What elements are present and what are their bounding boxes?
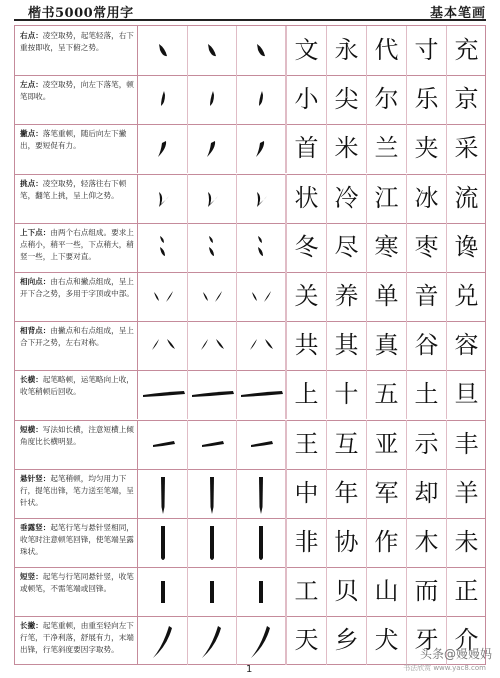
stroke-description: [15, 124, 138, 173]
example-character: 上: [286, 370, 326, 419]
stroke-name: 相背点: [20, 326, 43, 336]
example-character: 文: [286, 26, 326, 75]
stroke-name-colon: ：: [35, 178, 43, 188]
stroke-sample-cell: [237, 124, 286, 173]
stroke-sample-cell: [237, 26, 286, 75]
stroke-row: [15, 469, 485, 518]
stroke-desc-text: 起笔略顿，运笔略向上收，收笔稍顿后回收。: [20, 375, 134, 397]
example-characters: [286, 420, 485, 469]
stroke-row: [15, 321, 485, 370]
practice-grid: [14, 25, 486, 665]
example-character: 兰: [366, 124, 406, 173]
example-character: 兑: [446, 272, 486, 321]
stroke-desc-text: 写法如长横，注意短横上倾角度比长横明显。: [20, 424, 134, 446]
example-character: 冬: [286, 223, 326, 272]
stroke-name: 撇点: [20, 129, 36, 139]
example-character: 小: [286, 75, 326, 124]
example-character: 代: [366, 26, 406, 75]
example-characters: [286, 370, 485, 419]
stroke-name-colon: ：: [42, 227, 51, 237]
example-characters: [286, 518, 485, 567]
example-character: 尔: [366, 75, 406, 124]
example-characters: [286, 321, 485, 370]
stroke-examples: [139, 616, 286, 665]
stroke-name-colon: ：: [42, 523, 51, 532]
stroke-name: 悬针竖: [20, 473, 43, 483]
stroke-description: [15, 321, 138, 370]
stroke-name: 右点: [20, 31, 36, 40]
stroke-name-colon: ：: [35, 424, 43, 434]
stroke-desc-text: 起笔行笔与悬针竖相同，收笔时注意顿笔回锋，使笔端呈露珠状。: [20, 523, 134, 556]
stroke-short-shu-icon: [188, 567, 237, 616]
example-character: 状: [286, 174, 326, 223]
stroke-needle-shu-icon: [188, 469, 237, 518]
stroke-sample-cell: [237, 223, 286, 272]
stroke-sample-cell: [188, 370, 237, 419]
stroke-desc-text: 由两个右点组成。要求上点稍小，稍平一些，下点稍大，稍竖一些，上下要对直。: [20, 227, 134, 261]
example-character: 寸: [406, 26, 446, 75]
example-character: 冷: [326, 174, 366, 223]
stroke-examples: [139, 518, 286, 567]
stroke-tiao-dot-icon: [237, 174, 286, 223]
stroke-name-colon: ：: [35, 375, 43, 385]
stroke-description: [15, 518, 138, 567]
stroke-sample-cell: [139, 272, 188, 321]
stroke-sample-cell: [188, 567, 237, 616]
stroke-name: 上下点: [20, 227, 43, 237]
stroke-long-pie-icon: [237, 616, 286, 665]
example-characters: [286, 272, 485, 321]
stroke-examples: [139, 124, 286, 173]
example-character: 单: [366, 272, 406, 321]
example-character: 充: [446, 26, 486, 75]
stroke-dot-right-icon: [188, 26, 237, 75]
stroke-sample-cell: [188, 124, 237, 173]
example-character: 正: [446, 567, 486, 616]
stroke-needle-shu-icon: [237, 469, 286, 518]
stroke-desc-text: 由右点和撇点组成，呈上开下合之势，多用于字顶或中部。: [20, 277, 134, 298]
example-character: 工: [286, 567, 326, 616]
stroke-pie-dot-icon: [188, 124, 237, 173]
example-characters: [286, 75, 485, 124]
stroke-updown-dot-icon: [188, 223, 237, 272]
stroke-dot-left-icon: [188, 75, 237, 124]
example-character: 互: [326, 420, 366, 469]
example-character: 冰: [406, 174, 446, 223]
example-character: 夹: [406, 124, 446, 173]
example-character: 谷: [406, 321, 446, 370]
stroke-row: [15, 75, 485, 124]
example-character: 京: [446, 75, 486, 124]
stroke-row: [15, 518, 485, 567]
example-characters: [286, 174, 485, 223]
stroke-examples: [139, 174, 286, 223]
stroke-dot-left-icon: [237, 75, 286, 124]
stroke-sample-cell: [139, 223, 188, 272]
example-character: 米: [326, 124, 366, 173]
watermark: 头条@嫚嫚妈: [419, 647, 492, 661]
stroke-examples: [139, 26, 286, 75]
stroke-examples: [139, 567, 286, 616]
stroke-sample-cell: [139, 174, 188, 223]
page-number: 1: [246, 664, 253, 675]
example-character: 犬: [366, 616, 406, 665]
example-character: 协: [326, 518, 366, 567]
stroke-sample-cell: [237, 321, 286, 370]
example-character: 中: [286, 469, 326, 518]
stroke-description: [15, 469, 138, 518]
example-character: 贝: [326, 567, 366, 616]
stroke-description: [15, 616, 138, 665]
stroke-examples: [139, 321, 286, 370]
stroke-desc-text: 起笔稍顿，均匀用力下行，提笔出锋，笔力送至笔端，呈针状。: [20, 473, 134, 507]
example-character: 天: [286, 616, 326, 665]
example-character: 土: [406, 370, 446, 419]
stroke-row: [15, 174, 485, 223]
example-character: 作: [366, 518, 406, 567]
stroke-sample-cell: [188, 469, 237, 518]
example-character: 牙: [406, 616, 446, 665]
stroke-updown-dot-icon: [237, 223, 286, 272]
example-character: 其: [326, 321, 366, 370]
stroke-long-heng-icon: [139, 370, 188, 419]
stroke-long-heng-icon: [237, 370, 286, 419]
stroke-long-pie-icon: [139, 616, 188, 665]
stroke-short-shu-icon: [237, 567, 286, 616]
stroke-sample-cell: [139, 567, 188, 616]
stroke-name-colon: ：: [35, 129, 43, 139]
example-character: 亚: [366, 420, 406, 469]
stroke-examples: [139, 223, 286, 272]
stroke-sample-cell: [139, 518, 188, 567]
example-character: 羊: [446, 469, 486, 518]
stroke-description: [15, 272, 138, 321]
stroke-sample-cell: [188, 223, 237, 272]
example-character: 十: [326, 370, 366, 419]
example-character: 首: [286, 124, 326, 173]
stroke-sample-cell: [139, 75, 188, 124]
stroke-description: [15, 75, 138, 124]
stroke-description: [15, 370, 138, 419]
stroke-long-heng-icon: [188, 370, 237, 419]
stroke-description: [15, 174, 138, 223]
stroke-row: [15, 124, 485, 173]
stroke-sample-cell: [237, 272, 286, 321]
stroke-name: 左点: [20, 80, 36, 90]
example-character: 木: [406, 518, 446, 567]
example-character: 年: [326, 469, 366, 518]
example-character: 容: [446, 321, 486, 370]
stroke-row: [15, 567, 485, 616]
stroke-sample-cell: [237, 420, 286, 469]
example-character: 寒: [366, 223, 406, 272]
stroke-desc-text: 凌空取势，轻落往右下顿笔，翻笔上挑，呈上仰之势。: [20, 178, 127, 200]
stroke-examples: [139, 370, 286, 419]
example-character: 谗: [446, 223, 486, 272]
example-character: 流: [446, 174, 486, 223]
example-character: 乐: [406, 75, 446, 124]
watermark-sub: 书法欣赏 www.yac8.com: [403, 664, 486, 672]
example-character: 未: [446, 518, 486, 567]
example-character: 旦: [446, 370, 486, 419]
stroke-desc-text: 凌空取势，起笔轻落，右下重按即收，呈下俯之势。: [20, 31, 134, 52]
stroke-sample-cell: [139, 26, 188, 75]
stroke-name-colon: ：: [35, 80, 43, 90]
stroke-tiao-dot-icon: [188, 174, 237, 223]
stroke-row: [15, 26, 485, 75]
stroke-sample-cell: [139, 321, 188, 370]
example-character: 采: [446, 124, 486, 173]
stroke-pie-dot-icon: [139, 124, 188, 173]
example-characters: [286, 26, 485, 75]
stroke-name: 短竖: [20, 572, 36, 582]
stroke-desc-text: 落笔重顿，随后向左下撇出，要短促有力。: [20, 129, 127, 151]
example-characters: [286, 124, 485, 173]
section-title: 基本笔画: [429, 6, 486, 21]
stroke-description: [15, 420, 138, 469]
stroke-dew-shu-icon: [139, 518, 188, 567]
stroke-name: 短横: [20, 424, 36, 434]
stroke-name: 垂露竖: [20, 523, 43, 532]
stroke-description: [15, 223, 138, 272]
stroke-sample-cell: [139, 469, 188, 518]
example-character: 介: [446, 616, 486, 665]
stroke-tiao-dot-icon: [139, 174, 188, 223]
stroke-sample-cell: [188, 420, 237, 469]
stroke-sample-cell: [188, 616, 237, 665]
example-character: 尖: [326, 75, 366, 124]
stroke-sample-cell: [237, 174, 286, 223]
stroke-description: [15, 567, 138, 616]
stroke-sample-cell: [139, 616, 188, 665]
example-character: 乡: [326, 616, 366, 665]
stroke-sample-cell: [188, 272, 237, 321]
stroke-sample-cell: [237, 616, 286, 665]
stroke-examples: [139, 420, 286, 469]
header-rule: [14, 19, 486, 21]
example-character: 真: [366, 321, 406, 370]
example-character: 永: [326, 26, 366, 75]
stroke-back-dot-icon: [237, 321, 286, 370]
stroke-sample-cell: [188, 518, 237, 567]
stroke-needle-shu-icon: [139, 469, 188, 518]
stroke-back-dot-icon: [188, 321, 237, 370]
stroke-row: [15, 420, 485, 469]
stroke-sample-cell: [139, 370, 188, 419]
stroke-facing-dot-icon: [139, 272, 188, 321]
stroke-sample-cell: [188, 174, 237, 223]
stroke-dew-shu-icon: [237, 518, 286, 567]
stroke-sample-cell: [188, 26, 237, 75]
stroke-short-heng-icon: [139, 420, 188, 469]
stroke-dot-right-icon: [139, 26, 188, 75]
stroke-sample-cell: [139, 124, 188, 173]
stroke-back-dot-icon: [139, 321, 188, 370]
page-header: [0, 0, 500, 22]
stroke-examples: [139, 272, 286, 321]
stroke-name-colon: ：: [35, 621, 43, 631]
example-characters: [286, 469, 485, 518]
stroke-updown-dot-icon: [139, 223, 188, 272]
example-character: 江: [366, 174, 406, 223]
stroke-name: 相向点: [20, 277, 43, 286]
stroke-sample-cell: [188, 321, 237, 370]
example-character: 尽: [326, 223, 366, 272]
example-characters: [286, 223, 485, 272]
stroke-desc-text: 起笔重顿，由重至轻向左下行笔，干净利落，舒展有力，末端出锋，行笔斜度要因字取势。: [20, 621, 134, 655]
example-character: 却: [406, 469, 446, 518]
stroke-desc-text: 由撇点和右点组成，呈上合下开之势，左右对称。: [20, 326, 134, 348]
stroke-dot-left-icon: [139, 75, 188, 124]
stroke-desc-text: 起笔与行笔同悬针竖，收笔或顿笔，不需笔端或回锋。: [20, 572, 134, 594]
example-character: 山: [366, 567, 406, 616]
example-character: 枣: [406, 223, 446, 272]
stroke-short-heng-icon: [188, 420, 237, 469]
stroke-name: 长撇: [20, 621, 36, 631]
stroke-sample-cell: [188, 75, 237, 124]
stroke-name-colon: ：: [42, 473, 51, 483]
stroke-dew-shu-icon: [188, 518, 237, 567]
example-character: 军: [366, 469, 406, 518]
example-character: 而: [406, 567, 446, 616]
stroke-long-pie-icon: [188, 616, 237, 665]
example-character: 共: [286, 321, 326, 370]
stroke-row: [15, 370, 485, 419]
stroke-row: [15, 616, 485, 665]
stroke-desc-text: 凌空取势，向左下落笔，顿笔即收。: [20, 80, 134, 102]
stroke-name-colon: ：: [35, 31, 43, 40]
stroke-description: [15, 26, 138, 75]
stroke-facing-dot-icon: [188, 272, 237, 321]
book-title: 楷书5000常用字: [28, 6, 134, 21]
stroke-examples: [139, 469, 286, 518]
example-character: 丰: [446, 420, 486, 469]
example-characters: [286, 567, 485, 616]
stroke-name-colon: ：: [42, 326, 51, 336]
stroke-sample-cell: [237, 567, 286, 616]
stroke-sample-cell: [237, 370, 286, 419]
example-character: 五: [366, 370, 406, 419]
stroke-name: 挑点: [20, 178, 36, 188]
stroke-row: [15, 223, 485, 272]
stroke-dot-right-icon: [237, 26, 286, 75]
stroke-sample-cell: [237, 518, 286, 567]
stroke-facing-dot-icon: [237, 272, 286, 321]
stroke-name-colon: ：: [35, 572, 43, 582]
stroke-sample-cell: [237, 469, 286, 518]
stroke-short-shu-icon: [139, 567, 188, 616]
stroke-name-colon: ：: [42, 277, 51, 286]
example-character: 示: [406, 420, 446, 469]
stroke-pie-dot-icon: [237, 124, 286, 173]
stroke-name: 长横: [20, 375, 36, 385]
stroke-short-heng-icon: [237, 420, 286, 469]
example-character: 关: [286, 272, 326, 321]
example-character: 王: [286, 420, 326, 469]
stroke-row: [15, 272, 485, 321]
example-character: 养: [326, 272, 366, 321]
stroke-examples: [139, 75, 286, 124]
stroke-sample-cell: [139, 420, 188, 469]
example-character: 音: [406, 272, 446, 321]
example-character: 非: [286, 518, 326, 567]
stroke-sample-cell: [237, 75, 286, 124]
